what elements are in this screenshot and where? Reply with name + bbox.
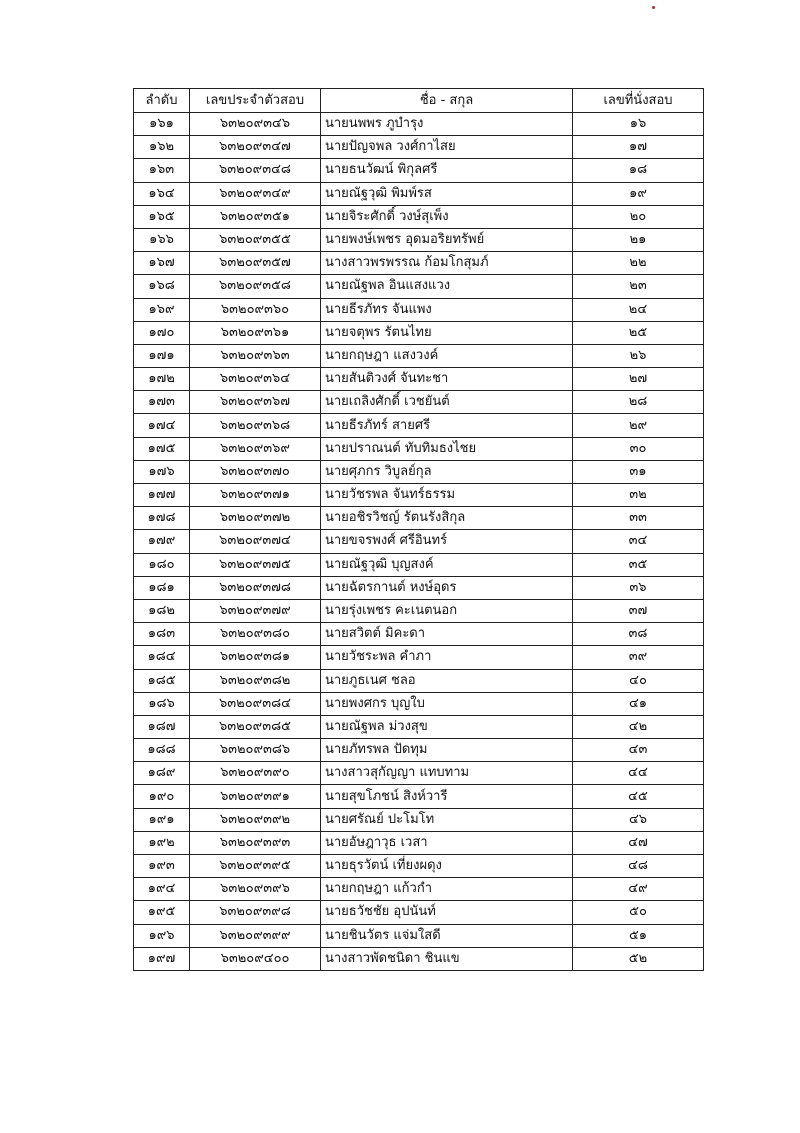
row-order: ๑๘๐ — [134, 553, 190, 576]
row-exam-id: ๖๓๒๐๙๓๖๙ — [190, 437, 321, 460]
table-row — [134, 113, 704, 136]
row-order: ๑๘๙ — [134, 762, 190, 785]
row-full-name: นายธีรภัทร จันแพง — [321, 298, 573, 321]
row-exam-id: ๖๓๒๐๙๓๖๔ — [190, 368, 321, 391]
row-order: ๑๖๘ — [134, 275, 190, 298]
row-exam-id: ๖๓๒๐๙๓๕๑ — [190, 205, 321, 228]
table-row — [134, 507, 704, 530]
row-order: ๑๘๑ — [134, 576, 190, 599]
row-full-name: นายฉัตรกานต์ หงษ์อุดร — [321, 576, 573, 599]
row-seat-number: ๒๓ — [573, 275, 704, 298]
row-full-name: นายณัฐวุฒิ บุญสงค์ — [321, 553, 573, 576]
row-seat-number: ๓๑ — [573, 460, 704, 483]
row-order: ๑๙๔ — [134, 878, 190, 901]
header-seat-number: เลขที่นั่งสอบ — [573, 89, 704, 113]
row-seat-number: ๔๓ — [573, 739, 704, 762]
row-exam-id: ๖๓๒๐๙๓๗๔ — [190, 530, 321, 553]
row-order: ๑๗๑ — [134, 344, 190, 367]
row-order: ๑๗๙ — [134, 530, 190, 553]
header-full-name: ชื่อ - สกุล — [321, 89, 573, 113]
row-seat-number: ๔๑ — [573, 692, 704, 715]
row-order: ๑๖๙ — [134, 298, 190, 321]
row-full-name: นายจิระศักดิ์ วงษ์สุเพ็ง — [321, 205, 573, 228]
table-row — [134, 205, 704, 228]
row-exam-id: ๖๓๒๐๙๔๐๐ — [190, 947, 321, 970]
row-exam-id: ๖๓๒๐๙๓๙๒ — [190, 808, 321, 831]
row-exam-id: ๖๓๒๐๙๓๘๐ — [190, 623, 321, 646]
row-full-name: นายกฤษฎา แก้วกำ — [321, 878, 573, 901]
row-full-name: นายเถลิงศักดิ์ เวชยันต์ — [321, 391, 573, 414]
row-full-name: นายวัชรพล จันทร์ธรรม — [321, 484, 573, 507]
table-row — [134, 460, 704, 483]
row-seat-number: ๓๒ — [573, 484, 704, 507]
row-full-name: นายภัทรพล ปัดทุม — [321, 739, 573, 762]
table-row — [134, 947, 704, 970]
row-order: ๑๗๕ — [134, 437, 190, 460]
header-order: ลำดับ — [134, 89, 190, 113]
row-full-name: นางสาวพัดชนิดา ชินแข — [321, 947, 573, 970]
table-row — [134, 855, 704, 878]
row-exam-id: ๖๓๒๐๙๓๙๘ — [190, 901, 321, 924]
row-seat-number: ๒๕ — [573, 321, 704, 344]
row-order: ๑๖๑ — [134, 113, 190, 136]
row-exam-id: ๖๓๒๐๙๓๘๒ — [190, 669, 321, 692]
row-seat-number: ๒๗ — [573, 368, 704, 391]
row-seat-number: ๕๐ — [573, 901, 704, 924]
row-full-name: นายธวัชชัย อุปนันท์ — [321, 901, 573, 924]
row-seat-number: ๔๙ — [573, 878, 704, 901]
row-exam-id: ๖๓๒๐๙๓๔๙ — [190, 182, 321, 205]
row-exam-id: ๖๓๒๐๙๓๖๘ — [190, 414, 321, 437]
table-row — [134, 739, 704, 762]
row-seat-number: ๑๗ — [573, 136, 704, 159]
row-order: ๑๙๒ — [134, 831, 190, 854]
row-full-name: นายสวิตต์ มิคะดา — [321, 623, 573, 646]
table-row — [134, 669, 704, 692]
row-seat-number: ๑๙ — [573, 182, 704, 205]
row-full-name: นางสาวสุกัญญา แทบทาม — [321, 762, 573, 785]
row-exam-id: ๖๓๒๐๙๓๕๘ — [190, 275, 321, 298]
row-seat-number: ๒๙ — [573, 414, 704, 437]
table-row — [134, 692, 704, 715]
row-exam-id: ๖๓๒๐๙๓๕๕ — [190, 228, 321, 251]
row-order: ๑๙๓ — [134, 855, 190, 878]
row-seat-number: ๔๕ — [573, 785, 704, 808]
row-seat-number: ๓๐ — [573, 437, 704, 460]
row-exam-id: ๖๓๒๐๙๓๖๓ — [190, 344, 321, 367]
row-full-name: นายธนวัฒน์ พิกุลศรี — [321, 159, 573, 182]
row-full-name: นายกฤษฎา แสงวงค์ — [321, 344, 573, 367]
table-row — [134, 599, 704, 622]
row-seat-number: ๓๔ — [573, 530, 704, 553]
row-order: ๑๖๕ — [134, 205, 190, 228]
row-seat-number: ๒๒ — [573, 252, 704, 275]
row-seat-number: ๓๙ — [573, 646, 704, 669]
row-full-name: นายภูธเนศ ชลอ — [321, 669, 573, 692]
row-order: ๑๘๗ — [134, 715, 190, 738]
row-order: ๑๙๐ — [134, 785, 190, 808]
table-row — [134, 391, 704, 414]
row-seat-number: ๑๖ — [573, 113, 704, 136]
row-exam-id: ๖๓๒๐๙๓๗๘ — [190, 576, 321, 599]
row-exam-id: ๖๓๒๐๙๓๔๘ — [190, 159, 321, 182]
row-exam-id: ๖๓๒๐๙๓๙๓ — [190, 831, 321, 854]
row-exam-id: ๖๓๒๐๙๓๗๐ — [190, 460, 321, 483]
table-row — [134, 252, 704, 275]
row-full-name: นายณัฐพล ม่วงสุข — [321, 715, 573, 738]
row-full-name: นายรุ่งเพชร คะเนตนอก — [321, 599, 573, 622]
row-order: ๑๗๐ — [134, 321, 190, 344]
row-full-name: นายธุรวัตน์ เที่ยงผดุง — [321, 855, 573, 878]
row-exam-id: ๖๓๒๐๙๓๗๑ — [190, 484, 321, 507]
row-seat-number: ๔๒ — [573, 715, 704, 738]
row-exam-id: ๖๓๒๐๙๓๘๑ — [190, 646, 321, 669]
row-full-name: นายชินวัตร แจ่มใสดี — [321, 924, 573, 947]
table-row — [134, 808, 704, 831]
exam-seating-table — [133, 88, 704, 971]
row-full-name: นายนพพร ภูบำรุง — [321, 113, 573, 136]
table-row — [134, 715, 704, 738]
row-seat-number: ๓๗ — [573, 599, 704, 622]
row-exam-id: ๖๓๒๐๙๓๙๑ — [190, 785, 321, 808]
row-full-name: นายณัฐพล อินแสงแวง — [321, 275, 573, 298]
table-row — [134, 414, 704, 437]
row-seat-number: ๒๖ — [573, 344, 704, 367]
row-full-name: นายสันติวงศ์ จันทะชา — [321, 368, 573, 391]
row-order: ๑๗๒ — [134, 368, 190, 391]
row-seat-number: ๒๑ — [573, 228, 704, 251]
row-order: ๑๗๓ — [134, 391, 190, 414]
table-row — [134, 646, 704, 669]
row-exam-id: ๖๓๒๐๙๓๗๙ — [190, 599, 321, 622]
row-seat-number: ๔๘ — [573, 855, 704, 878]
row-full-name: นายปัญจพล วงศ์กาไสย — [321, 136, 573, 159]
table-row — [134, 182, 704, 205]
row-order: ๑๘๔ — [134, 646, 190, 669]
table-row — [134, 576, 704, 599]
table-row — [134, 924, 704, 947]
row-full-name: นายขจรพงศ์ ศรีอินทร์ — [321, 530, 573, 553]
row-full-name: นายธีรภัทร์ สายศรี — [321, 414, 573, 437]
row-exam-id: ๖๓๒๐๙๓๘๔ — [190, 692, 321, 715]
row-exam-id: ๖๓๒๐๙๓๙๐ — [190, 762, 321, 785]
row-full-name: นายอชิรวิชญ์ รัตนรังสิกุล — [321, 507, 573, 530]
row-order: ๑๗๔ — [134, 414, 190, 437]
row-full-name: นายสุขโภชน์ สิงห์วารี — [321, 785, 573, 808]
row-order: ๑๙๖ — [134, 924, 190, 947]
table-row — [134, 785, 704, 808]
row-order: ๑๘๖ — [134, 692, 190, 715]
table-row — [134, 762, 704, 785]
table-header-row — [134, 89, 704, 113]
table-row — [134, 901, 704, 924]
row-seat-number: ๕๒ — [573, 947, 704, 970]
row-exam-id: ๖๓๒๐๙๓๖๑ — [190, 321, 321, 344]
row-exam-id: ๖๓๒๐๙๓๘๖ — [190, 739, 321, 762]
row-exam-id: ๖๓๒๐๙๓๖๐ — [190, 298, 321, 321]
table-row — [134, 136, 704, 159]
row-full-name: นายอัษฎาวุธ เวสา — [321, 831, 573, 854]
row-seat-number: ๕๑ — [573, 924, 704, 947]
table-row — [134, 368, 704, 391]
row-full-name: นางสาวพรพรรณ ก้อมโกสุมภ์ — [321, 252, 573, 275]
row-order: ๑๗๖ — [134, 460, 190, 483]
row-seat-number: ๓๖ — [573, 576, 704, 599]
row-seat-number: ๓๘ — [573, 623, 704, 646]
table-row — [134, 321, 704, 344]
row-seat-number: ๔๐ — [573, 669, 704, 692]
row-exam-id: ๖๓๒๐๙๓๖๗ — [190, 391, 321, 414]
table-row — [134, 275, 704, 298]
row-seat-number: ๓๕ — [573, 553, 704, 576]
row-order: ๑๘๘ — [134, 739, 190, 762]
row-order: ๑๖๗ — [134, 252, 190, 275]
table-row — [134, 159, 704, 182]
row-full-name: นายวัชระพล คำภา — [321, 646, 573, 669]
row-exam-id: ๖๓๒๐๙๓๗๕ — [190, 553, 321, 576]
table-row — [134, 344, 704, 367]
row-order: ๑๙๕ — [134, 901, 190, 924]
row-exam-id: ๖๓๒๐๙๓๘๕ — [190, 715, 321, 738]
row-order: ๑๖๓ — [134, 159, 190, 182]
row-seat-number: ๑๘ — [573, 159, 704, 182]
row-seat-number: ๔๖ — [573, 808, 704, 831]
scan-dot-mark — [652, 6, 655, 9]
row-order: ๑๖๖ — [134, 228, 190, 251]
row-order: ๑๗๘ — [134, 507, 190, 530]
row-order: ๑๗๗ — [134, 484, 190, 507]
row-order: ๑๖๔ — [134, 182, 190, 205]
row-exam-id: ๖๓๒๐๙๓๔๗ — [190, 136, 321, 159]
row-exam-id: ๖๓๒๐๙๓๙๖ — [190, 878, 321, 901]
table-body — [134, 113, 704, 971]
row-full-name: นายณัฐวุฒิ พิมพ์รส — [321, 182, 573, 205]
table-row — [134, 298, 704, 321]
table-row — [134, 437, 704, 460]
row-seat-number: ๒๐ — [573, 205, 704, 228]
row-seat-number: ๒๔ — [573, 298, 704, 321]
table-row — [134, 831, 704, 854]
table-row — [134, 484, 704, 507]
row-order: ๑๘๕ — [134, 669, 190, 692]
row-exam-id: ๖๓๒๐๙๓๙๕ — [190, 855, 321, 878]
table-row — [134, 878, 704, 901]
row-full-name: นายพงศกร บุญใบ — [321, 692, 573, 715]
row-order: ๑๘๓ — [134, 623, 190, 646]
row-order: ๑๘๒ — [134, 599, 190, 622]
table-row — [134, 553, 704, 576]
row-full-name: นายศุภกร วิบูลย์กุล — [321, 460, 573, 483]
row-order: ๑๙๗ — [134, 947, 190, 970]
table-row — [134, 530, 704, 553]
row-full-name: นายปราณนต์ ทับทิมธงไชย — [321, 437, 573, 460]
header-exam-id: เลขประจำตัวสอบ — [190, 89, 321, 113]
row-seat-number: ๔๗ — [573, 831, 704, 854]
row-seat-number: ๓๓ — [573, 507, 704, 530]
row-exam-id: ๖๓๒๐๙๓๔๖ — [190, 113, 321, 136]
table-row — [134, 623, 704, 646]
row-full-name: นายพงษ์เพชร อุดมอริยทรัพย์ — [321, 228, 573, 251]
row-order: ๑๖๒ — [134, 136, 190, 159]
row-exam-id: ๖๓๒๐๙๓๕๗ — [190, 252, 321, 275]
row-exam-id: ๖๓๒๐๙๓๙๙ — [190, 924, 321, 947]
row-seat-number: ๔๔ — [573, 762, 704, 785]
row-full-name: นายศรัณย์ ปะโมโท — [321, 808, 573, 831]
row-full-name: นายจตุพร รัตนไทย — [321, 321, 573, 344]
row-order: ๑๙๑ — [134, 808, 190, 831]
row-seat-number: ๒๘ — [573, 391, 704, 414]
table-row — [134, 228, 704, 251]
row-exam-id: ๖๓๒๐๙๓๗๒ — [190, 507, 321, 530]
